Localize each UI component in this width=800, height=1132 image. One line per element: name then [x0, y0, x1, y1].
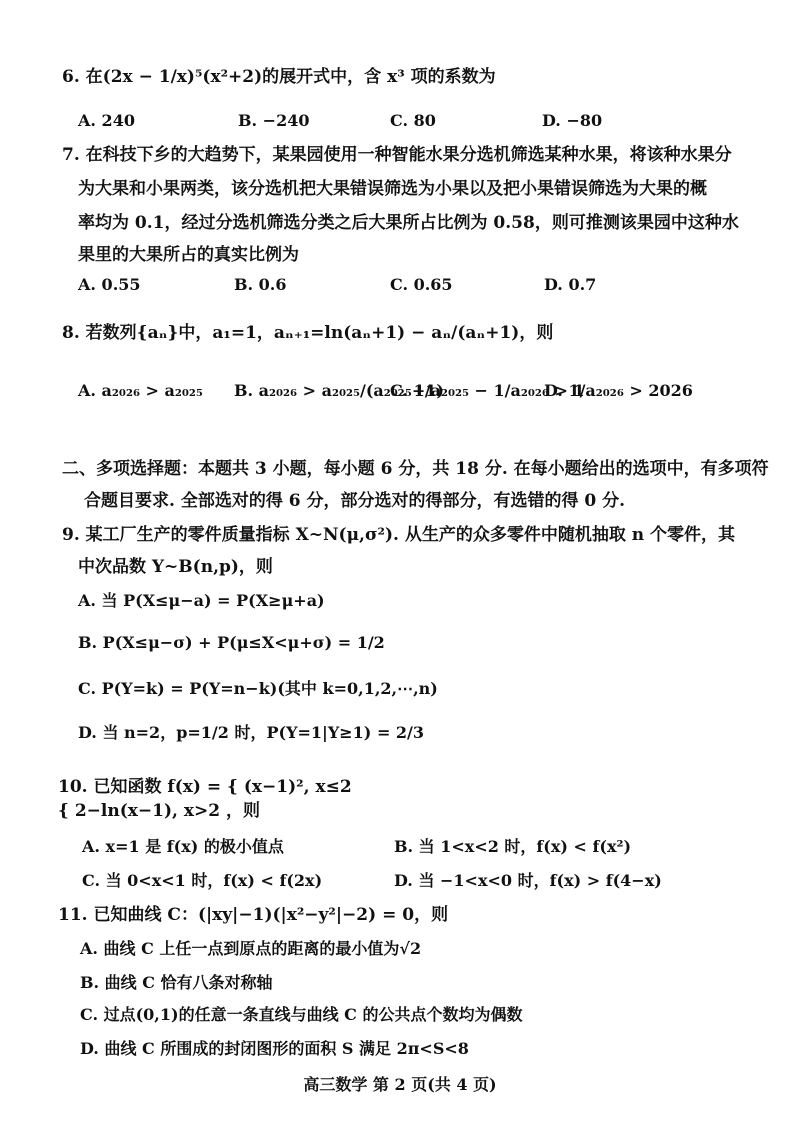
q8-option-c: C. 1/a₂₀₂₅ − 1/a₂₀₂₆ > 1	[390, 381, 585, 400]
q8-option-d: D. 1/a₂₀₂₆ > 2026	[544, 381, 693, 400]
q11-option-d: D. 曲线 C 所围成的封闭图形的面积 S 满足 2π<S<8	[80, 1039, 469, 1058]
q6-option-c: C. 80	[390, 111, 436, 130]
q10-option-d: D. 当 −1<x<0 时，f(x) > f(4−x)	[394, 871, 662, 890]
q9-option-a: A. 当 P(X≤μ−a) = P(X≥μ+a)	[78, 591, 325, 610]
q7-stem-line4: 果里的大果所占的真实比例为	[78, 245, 299, 265]
q6-stem: 6. 在(2x − 1/x)⁵(x²+2)的展开式中，含 x³ 项的系数为	[62, 67, 496, 87]
q8-option-a: A. a₂₀₂₆ > a₂₀₂₅	[78, 381, 203, 400]
q9-stem-line1: 9. 某工厂生产的零件质量指标 X~N(μ,σ²). 从生产的众多零件中随机抽取 n 个零件，其	[62, 525, 736, 545]
q10-option-a: A. x=1 是 f(x) 的极小值点	[82, 837, 284, 856]
q9-option-c: C. P(Y=k) = P(Y=n−k)(其中 k=0,1,2,⋯,n)	[78, 679, 438, 698]
q7-stem-line3: 率均为 0.1，经过分选机筛选分类之后大果所占比例为 0.58，则可推测该果园中这种水	[78, 213, 739, 233]
q10-stem-line2: { 2−ln(x−1), x>2 ，则	[58, 801, 260, 821]
q10-stem-line1: 10. 已知函数 f(x) = { (x−1)², x≤2	[58, 777, 352, 797]
q8-option-b: B. a₂₀₂₆ > a₂₀₂₅/(a₂₀₂₅+1)	[234, 381, 444, 400]
q11-option-a: A. 曲线 C 上任一点到原点的距离的最小值为√2	[80, 939, 422, 958]
section2-instructions-line2: 合题目要求. 全部选对的得 6 分，部分选对的得部分，有选错的得 0 分.	[84, 491, 626, 511]
q7-option-d: D. 0.7	[544, 275, 597, 294]
q8-stem: 8. 若数列{aₙ}中，a₁=1，aₙ₊₁=ln(aₙ+1) − aₙ/(aₙ+1)，则	[62, 323, 554, 343]
q6-option-d: D. −80	[542, 111, 603, 130]
q9-option-b: B. P(X≤μ−σ) + P(μ≤X<μ+σ) = 1/2	[78, 633, 385, 652]
q7-option-c: C. 0.65	[390, 275, 453, 294]
q6-option-a: A. 240	[78, 111, 135, 130]
q7-option-b: B. 0.6	[234, 275, 287, 294]
page-footer: 高三数学 第 2 页(共 4 页)	[303, 1075, 497, 1094]
section2-instructions-line1: 二、多项选择题：本题共 3 小题，每小题 6 分，共 18 分. 在每小题给出的选项中，有多项符	[62, 459, 769, 479]
q11-option-c: C. 过点(0,1)的任意一条直线与曲线 C 的公共点个数均为偶数	[80, 1005, 523, 1024]
q11-option-b: B. 曲线 C 恰有八条对称轴	[80, 973, 273, 992]
q6-option-b: B. −240	[238, 111, 310, 130]
q7-stem-line2: 为大果和小果两类，该分选机把大果错误筛选为小果以及把小果错误筛选为大果的概	[78, 179, 707, 199]
q10-option-b: B. 当 1<x<2 时，f(x) < f(x²)	[394, 837, 632, 856]
q10-option-c: C. 当 0<x<1 时，f(x) < f(2x)	[82, 871, 323, 890]
q9-option-d: D. 当 n=2，p=1/2 时，P(Y=1|Y≥1) = 2/3	[78, 723, 425, 742]
q11-stem: 11. 已知曲线 C：(|xy|−1)(|x²−y²|−2) = 0，则	[58, 905, 449, 925]
q7-option-a: A. 0.55	[78, 275, 141, 294]
q7-stem-line1: 7. 在科技下乡的大趋势下，某果园使用一种智能水果分选机筛选某种水果，将该种水果分	[62, 145, 732, 165]
q9-stem-line2: 中次品数 Y~B(n,p)，则	[78, 557, 273, 577]
